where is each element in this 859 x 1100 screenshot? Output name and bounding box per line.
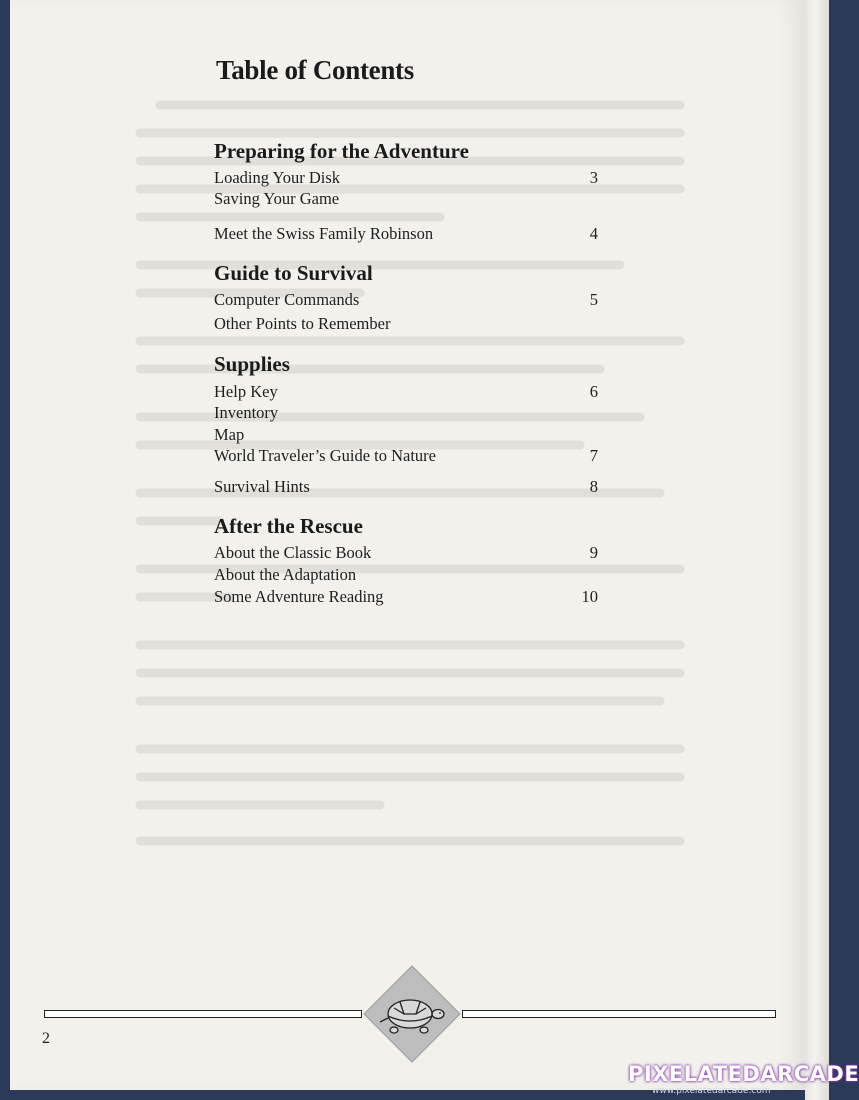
toc-entry[interactable] <box>214 446 598 468</box>
page-title: Table of Contents <box>216 55 414 85</box>
page-number: 2 <box>42 1030 50 1047</box>
toc-entry-page: 10 <box>581 587 598 606</box>
toc-entry-page: 8 <box>589 477 598 496</box>
toc-entry-page: 5 <box>589 290 598 309</box>
toc-entry[interactable] <box>214 565 598 587</box>
toc-entry-label: Some Adventure Reading <box>214 587 384 606</box>
section-heading: Guide to Survival <box>214 261 373 285</box>
toc-entry[interactable] <box>214 587 598 609</box>
toc-entry-label: Saving Your Game <box>214 189 340 208</box>
toc-entry[interactable] <box>214 168 598 190</box>
toc-entry-label: Help Key <box>214 382 278 401</box>
watermark-url: www.pixelatedarcade.com <box>652 1086 771 1096</box>
toc-entry[interactable] <box>214 477 598 499</box>
toc-entry[interactable] <box>214 189 598 211</box>
toc-entry[interactable] <box>214 425 598 447</box>
toc-entry-page: 3 <box>589 168 598 187</box>
toc-entry-page: 4 <box>589 224 598 243</box>
section-heading: Supplies <box>214 352 290 376</box>
toc-entry-label: Meet the Swiss Family Robinson <box>214 224 434 243</box>
toc-entry-page: 6 <box>589 382 598 401</box>
footer-emblem <box>362 964 462 1064</box>
toc-entry[interactable] <box>214 382 598 404</box>
toc-entry-label: Map <box>214 425 245 444</box>
toc-entry-label: Computer Commands <box>214 290 360 309</box>
toc-entry-label: Survival Hints <box>214 477 310 496</box>
toc-entry[interactable] <box>214 314 598 336</box>
section-heading: Preparing for the Adventure <box>214 139 469 163</box>
toc-entry-label: Other Points to Remember <box>214 314 391 333</box>
toc-entry-label: World Traveler’s Guide to Nature <box>214 446 436 465</box>
footer-rule-right <box>462 1010 776 1018</box>
footer-rule-left <box>44 1010 362 1018</box>
facing-page-edge <box>805 0 829 1100</box>
toc-entry-page: 7 <box>589 446 598 465</box>
toc-entry-label: About the Adaptation <box>214 565 357 584</box>
toc-entry[interactable] <box>214 224 598 246</box>
toc-entry-page: 9 <box>589 543 598 562</box>
turtle-icon <box>362 964 462 1064</box>
toc-entry[interactable] <box>214 290 598 312</box>
section-heading: After the Rescue <box>214 514 363 538</box>
toc-entry-label: Loading Your Disk <box>214 168 341 187</box>
toc-entry-label: Inventory <box>214 403 279 422</box>
toc-entry[interactable] <box>214 403 598 425</box>
toc-entry-label: About the Classic Book <box>214 543 372 562</box>
toc-entry[interactable] <box>214 543 598 565</box>
watermark-brand: PIXELATEDARCADE <box>628 1062 859 1086</box>
